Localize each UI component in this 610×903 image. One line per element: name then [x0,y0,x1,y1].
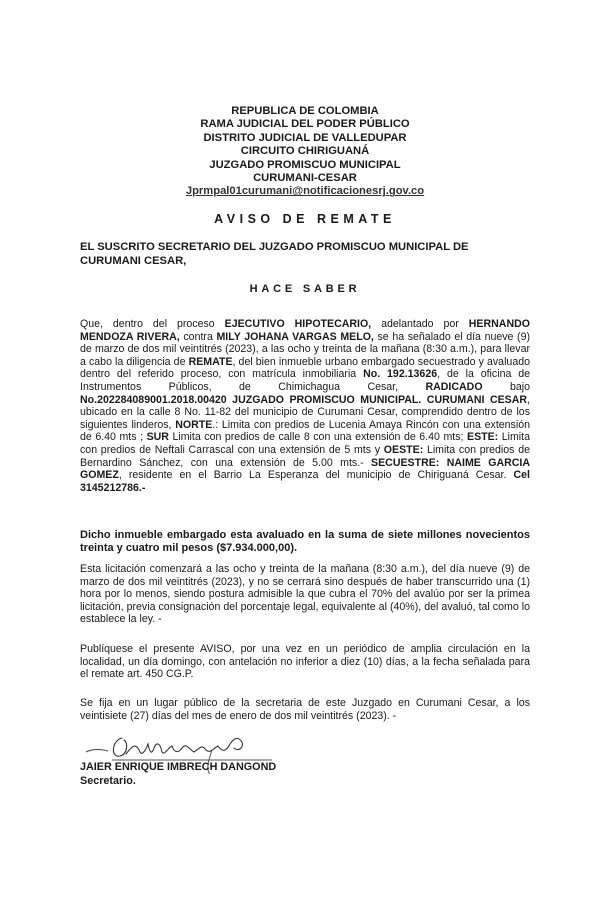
header-line-city: CURUMANI-CESAR [253,172,357,185]
issuer-statement: EL SUSCRITO SECRETARIO DEL JUZGADO PROMISCUO MUNICIPAL DE CURUMANI CESAR, [80,241,469,267]
document-title: AVISO DE REMATE [214,212,396,226]
signature-block [80,760,276,788]
publication-paragraph: Publíquese el presente AVISO, por una vez en un periódico de amplia circulación en la localidad, un día domingo, con antelación no inferior a diez (10) días, a la fecha señalada para el remate art. 450 CG.P. [80,643,530,681]
posting-date-paragraph: Se fija en un lugar público de la secretaria de este Juzgado en Curumani Cesar, a los veintisiete (27) días del mes de enero de dos mil veintitrés (2023). - [80,697,530,722]
valuation-paragraph: Dicho inmueble embargado esta avaluado en la suma de siete millones novecientos treinta y cuatro mil pesos ($7.934.000,00). [80,529,530,554]
header-line-district: DISTRITO JUDICIAL DE VALLEDUPAR [203,131,407,144]
court-email-link[interactable]: Jprmpal01curumani@notificacionesrj.gov.co [185,185,425,198]
header-line-country: REPUBLICA DE COLOMBIA [231,105,379,117]
section-heading: HACE SABER [249,283,361,295]
bidding-terms-paragraph: Esta licitación comenzará a las ocho y treinta de la mañana (8:30 a.m.), del día nueve (9) de marzo de dos mil veintitrés (2023), y no se cerrará sino después de haber transcurrido una (1) hora por lo menos, siendo postura admisible la que cubra el 70% del avalúo por ser la primea licitación, previa consignación del porcentaje legal, equivalente al (40%), del avaluó, tal como lo establece la ley. - [80,563,530,626]
signer-role: Secretario. [80,775,136,787]
header-line-court: JUZGADO PROMISCUO MUNICIPAL [209,158,401,171]
header-line-branch: RAMA JUDICIAL DEL PODER PÚBLICO [200,118,410,131]
letterhead [80,105,530,199]
signer-name: JAIER ENRIQUE IMBRECH DANGOND [80,761,277,773]
auction-details-paragraph: Que, dentro del proceso EJECUTIVO HIPOTECARIO, adelantado por HERNANDO MENDOZA RIVERA, contra MILY JOHANA VARGAS MELO, se ha señalado el día nueve (9) de marzo de dos mil veintitrés (2023), a las ocho y treinta de la mañana (8:30 a.m.), para llevar a cabo la diligencia de REMATE, del bien inmueble urbano embargado secuestrado y avaluado dentro del referido proceso, con matrícula inmobiliaria No. 192.13626, de la oficina de Instrumentos Públicos, de Chimichagua Cesar, RADICADO bajo No.202284089001.2018.00420 JUZGADO PROMISCUO MUNICIPAL. CURUMANI CESAR, ubicado en la calle 8 No. 11-82 del municipio de Curumani Cesar, comprendido dentro de los siguientes linderos, NORTE.: Limita con predios de Lucenia Amaya Rincón con una extensión de 6.40 mts ; SUR Limita con predios de calle 8 con una extensión de 6.40 mts; ESTE: Limita con predios de Neftali Carrascal con una extensión de 5 mts y OESTE: Limita con predios de Bernardino Sánchez, con una extensión de 5.00 mts.- SECUESTRE: NAIME GARCIA GOMEZ, residente en el Barrio La Esperanza del municipio de Chiriguaná Cesar. Cel 3145212786.- [80,318,531,494]
header-line-circuit: CIRCUITO CHIRIGUANÁ [240,145,370,158]
